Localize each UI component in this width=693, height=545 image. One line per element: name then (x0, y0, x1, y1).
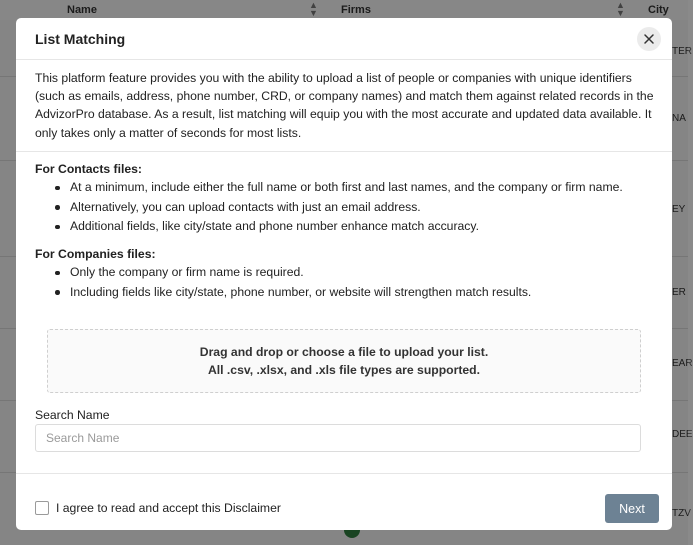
table-cell: EY (672, 204, 686, 215)
column-header-city[interactable]: City (648, 4, 669, 16)
sort-icon[interactable]: ▲ ▼ (616, 0, 625, 18)
divider (16, 59, 672, 60)
disclaimer-label[interactable]: I agree to read and accept this Disclaimer (56, 501, 281, 515)
table-cell: TER (672, 46, 692, 57)
list-item: At a minimum, include either the full name or both first and last names, and the company or firm name. (53, 178, 663, 198)
column-header-firms[interactable]: Firms (341, 4, 371, 16)
contacts-list (53, 178, 663, 237)
intro-text: This platform feature provides you with the ability to upload a list of people or companies with unique identifiers (such as emails, address, phone number, CRD, or company names) and match them against related records in the AdvizorPro database. As a result, list matching will equip you with the most accurate and updated data available. It only takes only a matter of seconds for most lists. (35, 71, 654, 140)
list-item: Additional fields, like city/state and phone number enhance match accuracy. (53, 217, 663, 237)
column-header-name[interactable]: Name (67, 4, 97, 16)
search-name-label: Search Name (35, 408, 110, 422)
file-dropzone[interactable] (47, 329, 641, 393)
close-button[interactable] (637, 27, 661, 51)
modal-title: List Matching (35, 31, 126, 47)
search-name-input[interactable] (35, 424, 641, 452)
companies-list (53, 263, 663, 302)
table-cell: ER (672, 287, 686, 298)
companies-section-title: For Companies files: (35, 247, 156, 261)
dropzone-instruction: Drag and drop or choose a file to upload your list. (199, 345, 489, 359)
list-matching-modal (16, 18, 672, 530)
list-item: Including fields like city/state, phone number, or website will strengthen match results. (53, 283, 663, 303)
disclaimer-checkbox[interactable] (35, 501, 49, 515)
table-cell: EAR (672, 358, 693, 369)
table-cell: TZV (672, 508, 691, 519)
modal-header (16, 18, 672, 59)
table-cell: DEE (672, 429, 693, 440)
list-item: Only the company or firm name is required. (53, 263, 663, 283)
close-icon (644, 34, 654, 44)
table-cell: NA (672, 113, 686, 124)
next-button[interactable]: Next (605, 494, 659, 523)
modal-footer (16, 473, 672, 530)
dropzone-file-types: All .csv, .xlsx, and .xls file types are supported. (207, 363, 481, 377)
list-item: Alternatively, you can upload contacts with just an email address. (53, 198, 663, 218)
divider (16, 151, 672, 152)
sort-icon[interactable]: ▲ ▼ (309, 0, 318, 18)
contacts-section-title: For Contacts files: (35, 162, 142, 176)
